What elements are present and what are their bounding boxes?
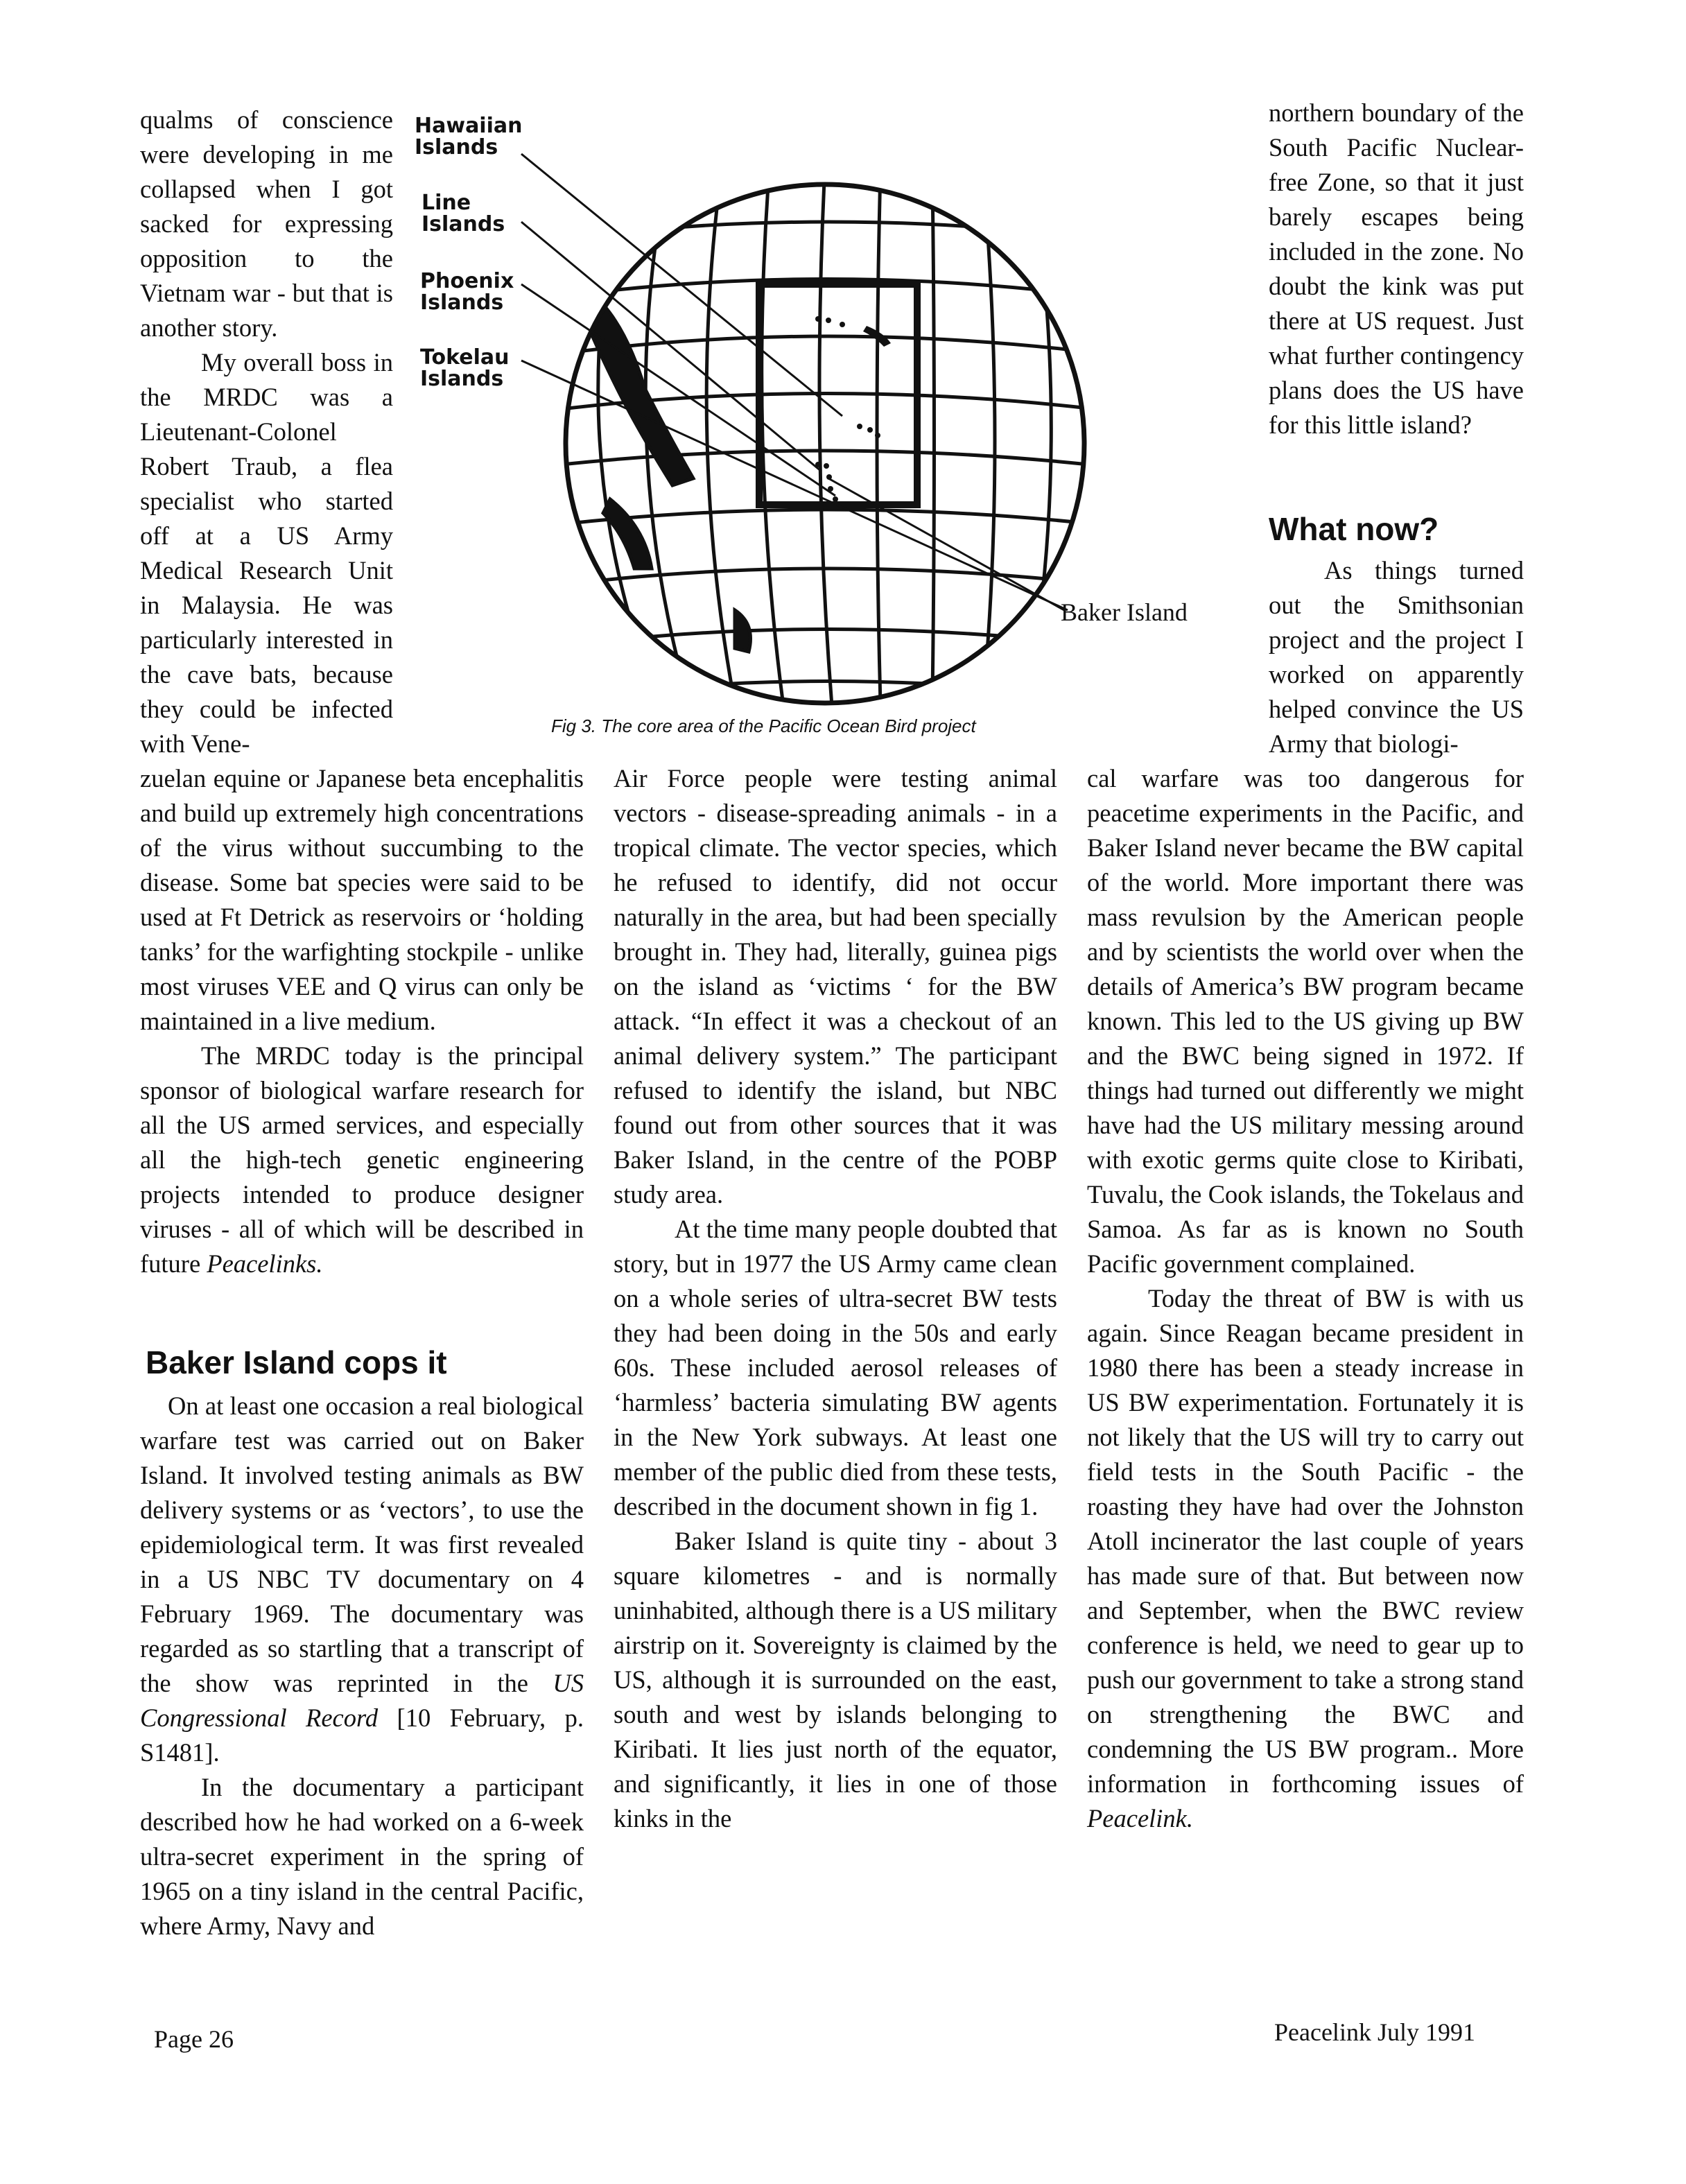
hawaiian-islands-label: Hawaiian Islands	[415, 114, 523, 159]
baker-section-text	[140, 1389, 584, 1943]
line-islands-label: Line Islands	[422, 191, 505, 236]
heading-what-now: What now?	[1269, 511, 1439, 547]
page-number: Page 26	[154, 2025, 234, 2053]
col1-top-text	[140, 103, 393, 761]
paragraph: On at least one occasion a real biological warfare test was carried out on Baker Island. It involved testing animals as BW delivery systems or as ‘vectors’, to use the epidemiological term. It was first revealed in a US NBC TV documentary on 4 February 1969. The documentary was regarded as so startling that a transcript of the show was reprinted in the US Congressional Record [10 February, p. S1481].	[140, 1392, 584, 1767]
issue-footer: Peacelink July 1991	[1274, 2018, 1475, 2046]
paragraph: northern boundary of the South Pacific Nuclear-free Zone, so that it just barely escapes being included in the zone. No doubt the kink was put there at US request. Just what further contingency plans does the US have for this little island?	[1269, 98, 1524, 439]
paragraph: Air Force people were testing animal vectors - disease-spreading animals - in a tropical climate. The vector species, which he refused to identify, did not occur naturally in the area, but had been specially brought in. They had, literally, guinea pigs on the island as ‘victims ‘ for the BW attack. “In effect it was a checkout of an animal delivery system.” The participant refused to identify the island, but NBC found out from other sources that it was Baker Island, in the centre of the POBP study area.	[614, 764, 1057, 1208]
paragraph: My overall boss in the MRDC was a Lieutenant-Colonel Robert Traub, a flea specialist who started off at a US Army Medical Research Unit in Malaysia. He was particularly interested in the cave bats, because they could be infected with Vene-	[140, 348, 393, 758]
paragraph: qualms of conscience were developing in me collapsed when I got sacked for expressing opposition to the Vietnam war - but that is another story.	[140, 105, 393, 342]
heading-baker-island: Baker Island cops it	[146, 1344, 447, 1380]
col1-cont-text	[140, 761, 584, 1281]
paragraph: Baker Island is quite tiny - about 3 square kilometres - and is normally uninhabited, although there is a US military airstrip on it. Sovereignty is claimed by the US, although it is surrounded on the east, south and west by islands belonging to Kiribati. It lies just north of the equator, and significantly, it lies in one of those kinks in the	[614, 1527, 1057, 1832]
phoenix-islands-label: Phoenix Islands	[420, 269, 514, 315]
paragraph: cal warfare was too dangerous for peacetime experiments in the Pacific, and Baker Island never became the BW capital of the world. More important there was mass revulsion by the American people and by scientists the world over when the details of America’s BW program became known. This led to the US giving up BW and the BWC being signed in 1972. If things had turned out differently we might have had the US military messing around with exotic germs quite close to Kiribati, Tuvalu, the Cook islands, the Tokelaus and Samoa. As far as is known no South Pacific government complained.	[1087, 764, 1524, 1278]
figure-caption: Fig 3. The core area of the Pacific Ocean Bird project	[551, 716, 976, 736]
paragraph: In the documentary a participant described how he had worked on a 6-week ultra-secret experiment in the spring of 1965 on a tiny island in the central Pacific, where Army, Navy and	[140, 1773, 584, 1940]
col3-cont-text	[1087, 761, 1524, 1836]
paragraph: At the time many people doubted that story, but in 1977 the US Army came clean on a whole series of ultra-secret BW tests they had been doing in the 50s and early 60s. These included aerosol releases of ‘harmless’ bacteria simulating BW agents in the New York subways. At least one member of the public died from these tests, described in the document shown in fig 1.	[614, 1215, 1057, 1520]
col2-text	[614, 761, 1057, 1836]
paragraph: As things turned out the Smithsonian project and the project I worked on apparently helped convince the US Army that biologi-	[1269, 556, 1524, 758]
paragraph: The MRDC today is the principal sponsor of biological warfare research for all the US armed services, and especially all the high-tech genetic engineering projects intended to produce designer viruses - all of which will be described in future Peacelinks.	[140, 1041, 584, 1278]
what-now-text	[1269, 553, 1524, 761]
col3-top-text	[1269, 96, 1524, 442]
tokelau-islands-label: Tokelau Islands	[420, 345, 510, 391]
paragraph: zuelan equine or Japanese beta encephalitis and build up extremely high concentrations of the virus without succumbing to the disease. Some bat species were said to be used at Ft Detrick as reservoirs or ‘holding tanks’ for the warfighting stockpile - unlike most viruses VEE and Q virus can only be maintained in a live medium.	[140, 764, 584, 1035]
paragraph: Today the threat of BW is with us again. Since Reagan became president in 1980 there has been a steady increase in US BW experimentation. Fortunately it is not likely that the US will try to carry out field tests in the South Pacific - the roasting they have had over the Johnston Atoll incinerator the last couple of years has made sure of that. But between now and September, when the BWC review conference is held, we need to gear up to push our government to take a strong stand on strengthening the BWC and condemning the US BW program.. More information in forthcoming issues of Peacelink.	[1087, 1284, 1524, 1832]
baker-island-label: Baker Island	[1061, 598, 1188, 626]
